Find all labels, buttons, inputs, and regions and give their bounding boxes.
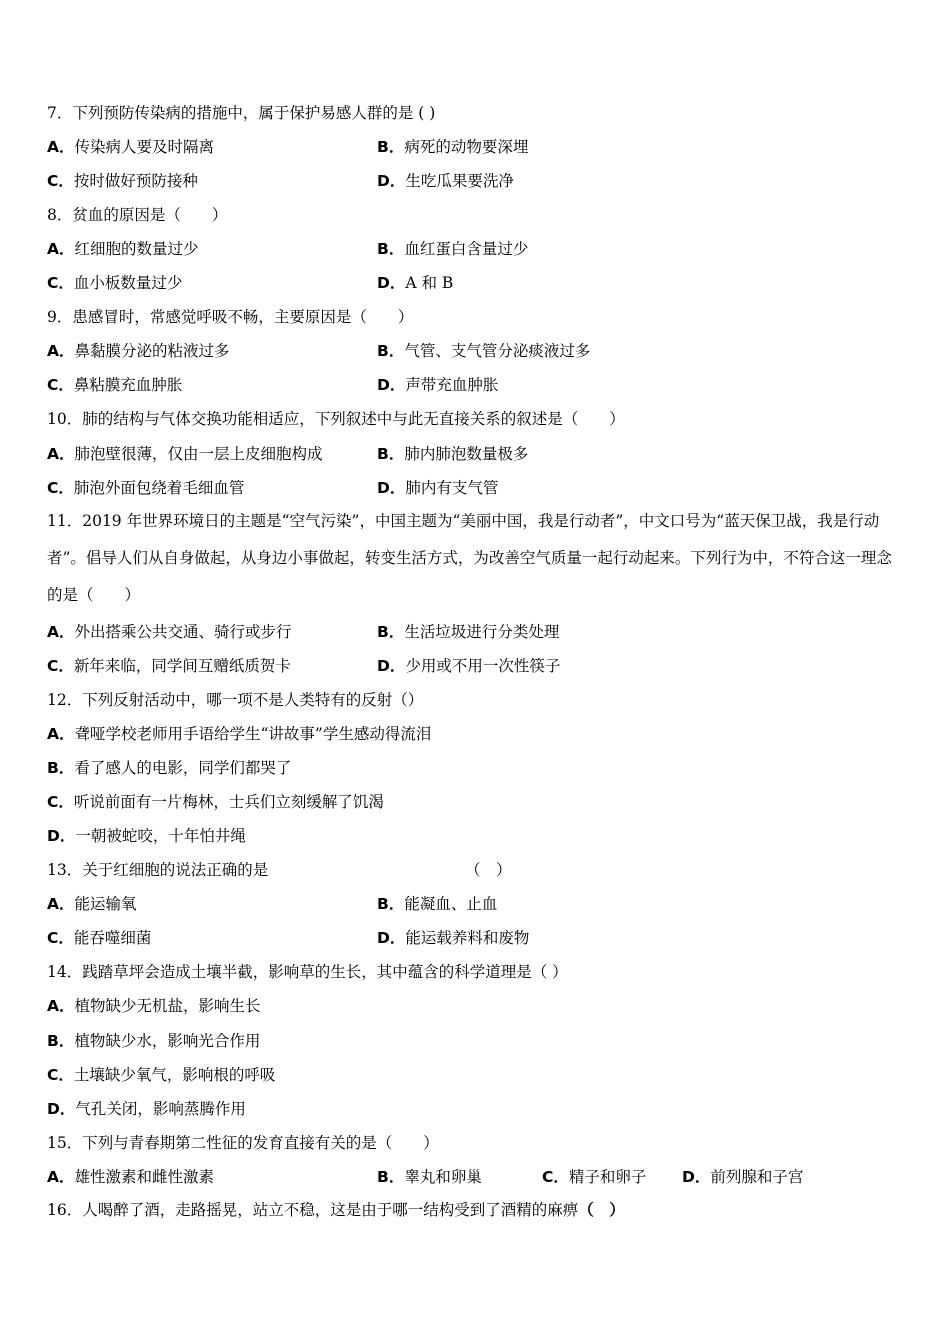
- question-12-stem: 12．下列反射活动中，哪一项不是人类特有的反射（）: [47, 691, 424, 709]
- question-15-option-a: A．雄性激素和雌性激素: [47, 1168, 215, 1186]
- question-13-stem: 13．关于红细胞的说法正确的是: [47, 861, 269, 879]
- question-11-stem: 11．2019 年世界环境日的主题是“空气污染”，中国主题为“美丽中国，我是行动者”，中文口号为“蓝天保卫战，我是行动者”。倡导人们从自身做起，从身边小事做起，转变生活方式，为改善空气质量一起行动起来。下列行为中，不符合这一理念的是（ ）: [47, 512, 892, 604]
- question-11-option-b: B．生活垃圾进行分类处理: [377, 623, 560, 641]
- question-13-option-b: B．能凝血、止血: [377, 895, 498, 913]
- question-8-stem: 8．贫血的原因是（ ）: [47, 206, 228, 224]
- question-7-option-a: A．传染病人要及时隔离: [47, 138, 215, 156]
- question-7-option-c: C．按时做好预防接种: [47, 172, 198, 190]
- question-13-answer-paren: （ ）: [465, 861, 512, 879]
- question-10-option-c: C．肺泡外面包绕着毛细血管: [47, 479, 245, 497]
- question-14-option-b: B．植物缺少水，影响光合作用: [47, 1032, 261, 1050]
- question-8-option-b: B．血红蛋白含量过少: [377, 240, 529, 258]
- question-10-option-b: B．肺内肺泡数量极多: [377, 445, 529, 463]
- question-10-stem: 10．肺的结构与气体交换功能相适应，下列叙述中与此无直接关系的叙述是（ ）: [47, 410, 625, 428]
- question-14-stem: 14．践踏草坪会造成土壤半截，影响草的生长，其中蕴含的科学道理是（ ）: [47, 963, 568, 981]
- question-7-stem: 7．下列预防传染病的措施中，属于保护易感人群的是 ( ): [47, 104, 436, 122]
- question-9-option-b: B．气管、支气管分泌痰液过多: [377, 342, 591, 360]
- question-9-option-d: D．声带充血肿胀: [377, 376, 499, 394]
- question-11-option-c: C．新年来临，同学间互赠纸质贺卡: [47, 657, 291, 675]
- question-9-option-c: C．鼻粘膜充血肿胀: [47, 376, 183, 394]
- question-14-option-d: D．气孔关闭，影响蒸腾作用: [47, 1100, 246, 1118]
- question-15-option-c: C．精子和卵子: [542, 1168, 647, 1186]
- question-8-option-c: C．血小板数量过少: [47, 274, 183, 292]
- question-9-option-a: A．鼻黏膜分泌的粘液过多: [47, 342, 230, 360]
- question-9-stem: 9．患感冒时，常感觉呼吸不畅，主要原因是（ ）: [47, 308, 414, 326]
- question-15-stem: 15．下列与青春期第二性征的发育直接有关的是（ ）: [47, 1134, 439, 1152]
- question-14-option-c: C．土壤缺少氧气，影响根的呼吸: [47, 1066, 276, 1084]
- question-7-option-b: B．病死的动物要深埋: [377, 138, 529, 156]
- question-13-option-c: C．能吞噬细菌: [47, 929, 152, 947]
- question-11-option-d: D．少用或不用一次性筷子: [377, 657, 561, 675]
- question-14-option-a: A．植物缺少无机盐，影响生长: [47, 997, 261, 1015]
- question-13-option-d: D．能运载养料和废物: [377, 929, 530, 947]
- question-12-option-d: D．一朝被蛇咬，十年怕井绳: [47, 827, 246, 845]
- question-8-option-a: A．红细胞的数量过少: [47, 240, 199, 258]
- question-12-option-c: C．听说前面有一片梅林，士兵们立刻缓解了饥渴: [47, 793, 384, 811]
- question-15-option-d: D．前列腺和子宫: [682, 1168, 804, 1186]
- question-8-option-d: D．A 和 B: [377, 274, 454, 292]
- question-10-option-d: D．肺内有支气管: [377, 479, 499, 497]
- question-16-answer-paren: （ ）: [578, 1200, 625, 1219]
- question-16-stem: 16．人喝醉了酒，走路摇晃，站立不稳，这是由于哪一结构受到了酒精的麻痹（ ）: [47, 1200, 625, 1219]
- question-11-option-a: A．外出搭乘公共交通、骑行或步行: [47, 623, 292, 641]
- question-12-option-b: B．看了感人的电影，同学们都哭了: [47, 759, 292, 777]
- question-12-option-a: A．聋哑学校老师用手语给学生“讲故事”学生感动得流泪: [47, 725, 432, 743]
- question-10-option-a: A．肺泡壁很薄，仅由一层上皮细胞构成: [47, 445, 323, 463]
- question-7-option-d: D．生吃瓜果要洗净: [377, 172, 514, 190]
- question-15-option-b: B．睾丸和卵巢: [377, 1168, 482, 1186]
- question-13-option-a: A．能运输氧: [47, 895, 137, 913]
